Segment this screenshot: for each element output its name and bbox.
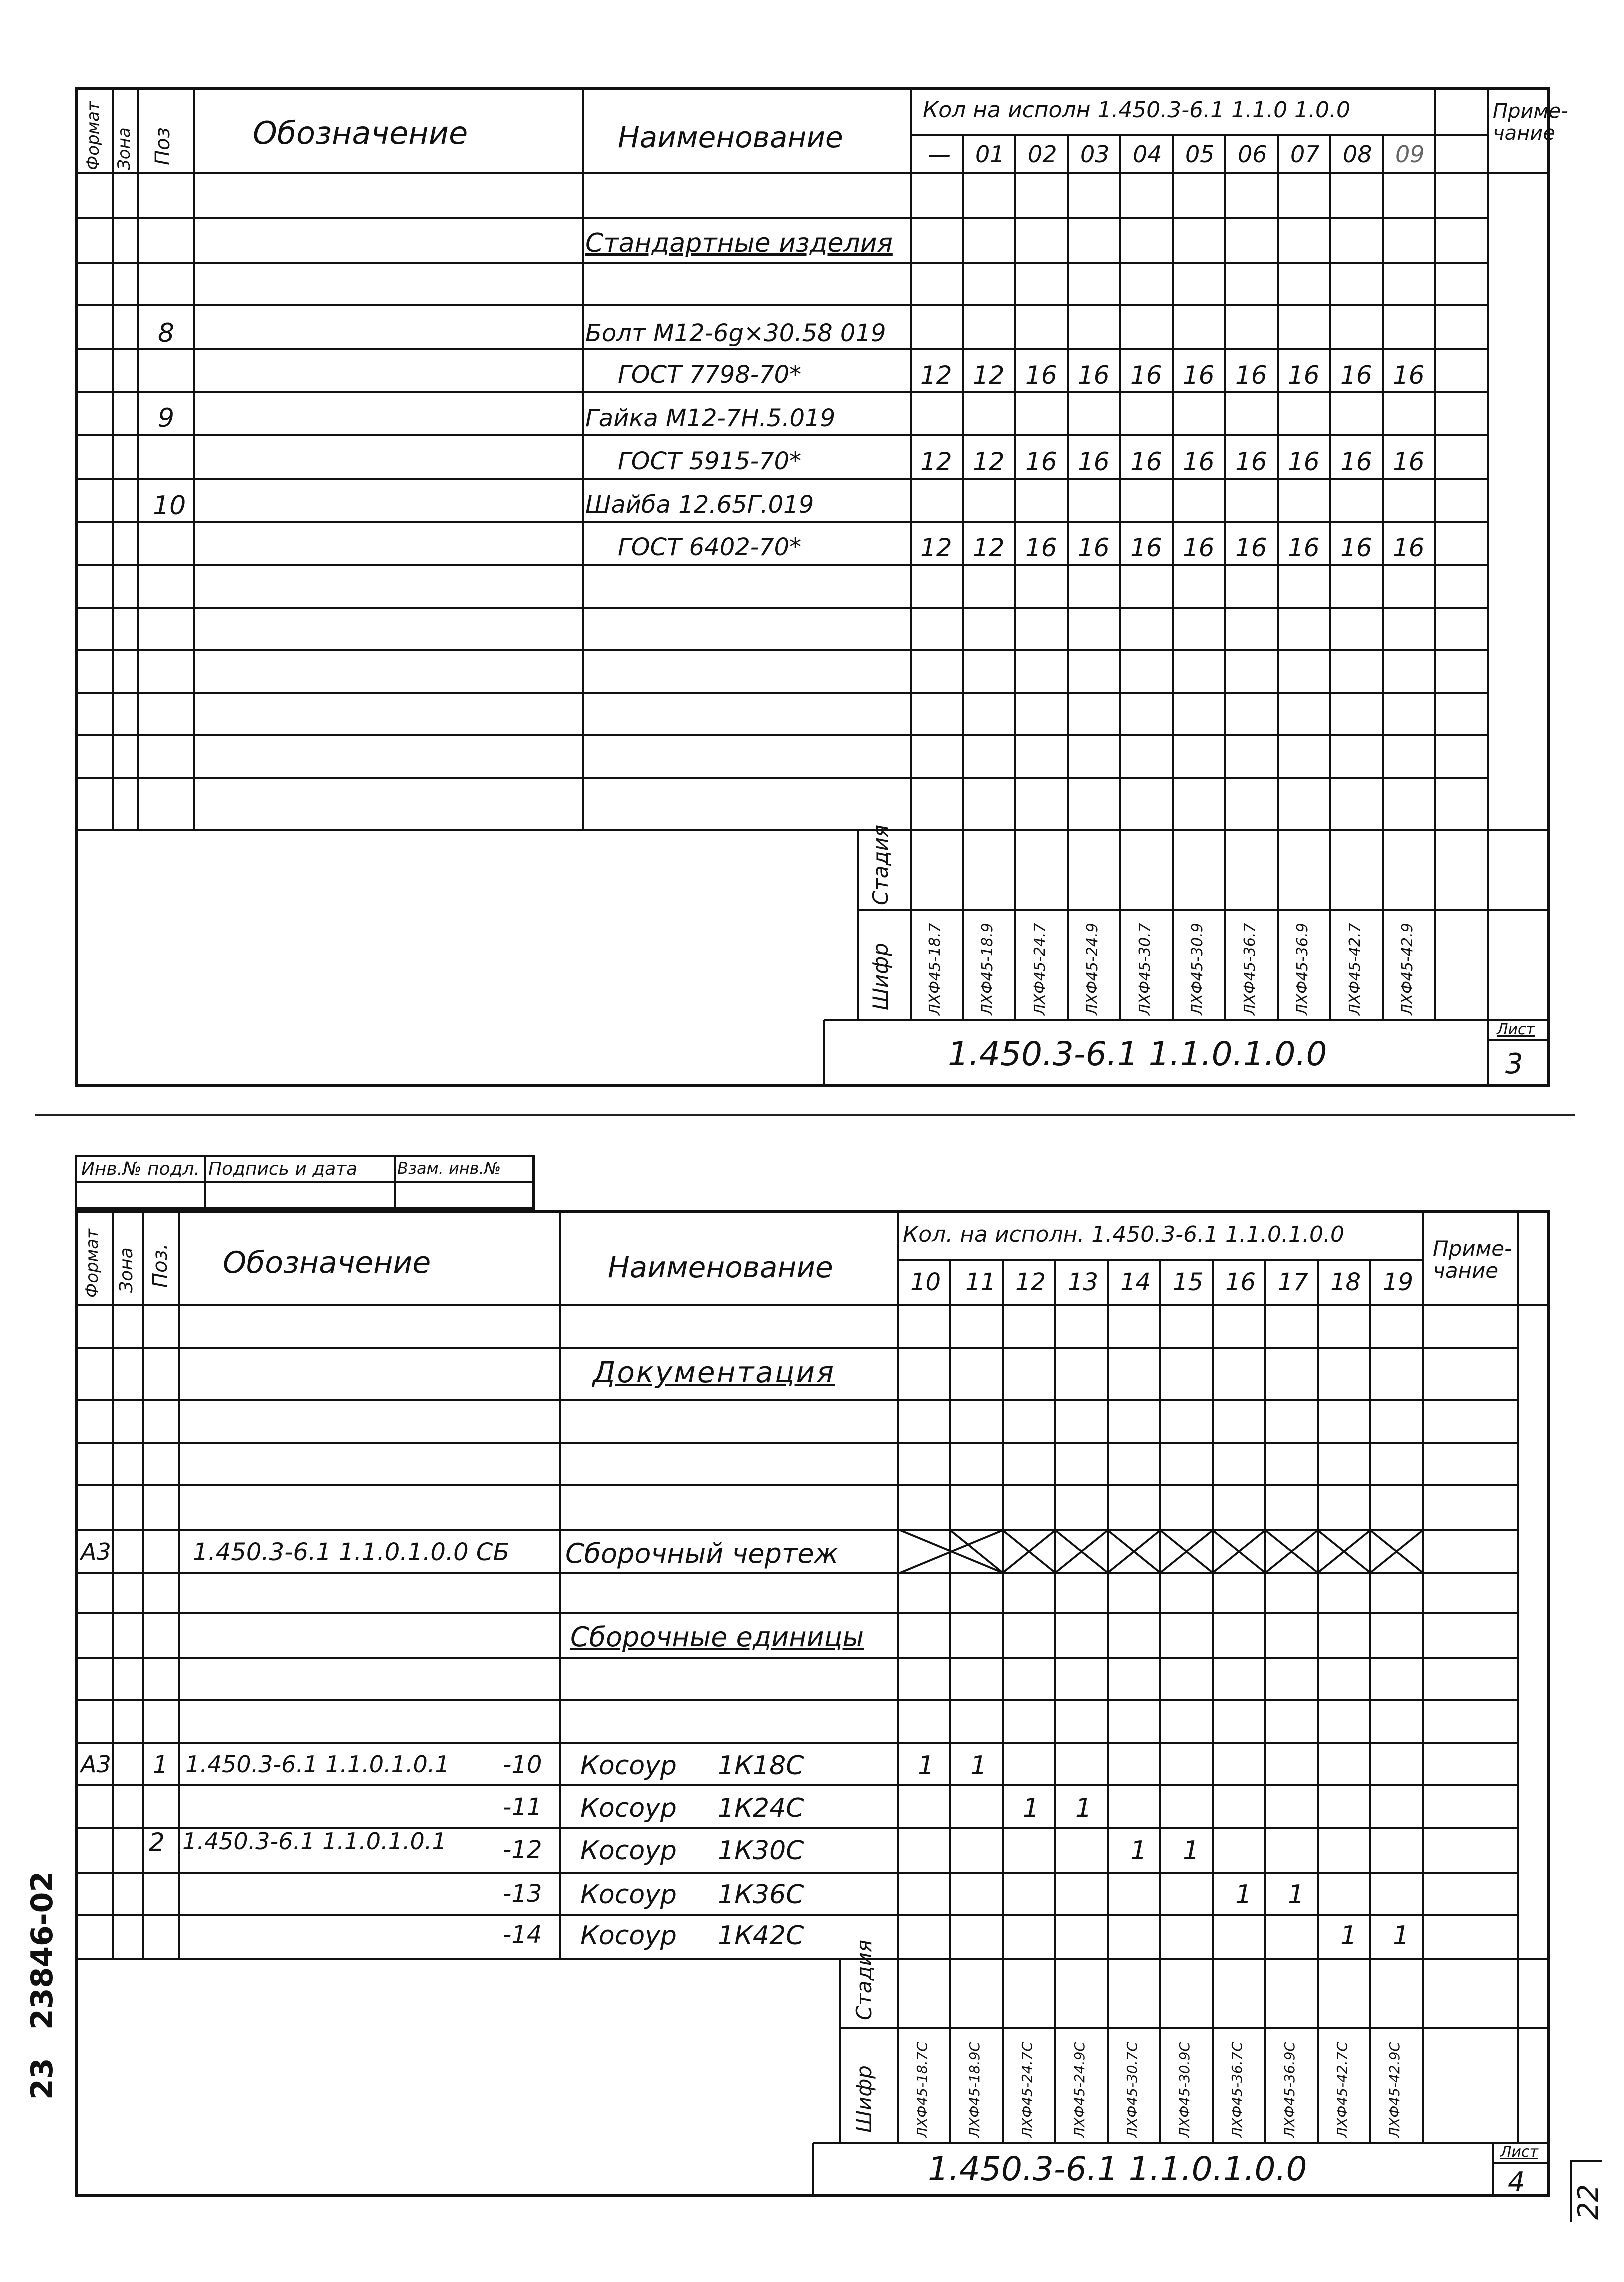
- qty-cell: 16: [1078, 534, 1110, 562]
- section-title-assembly-units: Сборочные единицы: [570, 1622, 864, 1653]
- qty-cell: 1: [918, 1751, 935, 1781]
- shifr-code: ЛХФ45-36.9С: [1282, 2042, 1298, 2138]
- row-name: ГОСТ 5915-70*: [618, 448, 802, 476]
- qty-cell: 12: [973, 534, 1005, 562]
- row-mark: 1К36С: [718, 1880, 804, 1910]
- variant-header-0: —: [928, 141, 951, 168]
- row-name: Гайка М12-7Н.5.019: [586, 404, 836, 432]
- stadia-label: Стадия: [852, 1940, 876, 2020]
- qty-cell: 16: [1026, 448, 1058, 476]
- list-label: Лист: [1497, 1021, 1536, 1038]
- replacement-inventory-label: Взам. инв.№: [398, 1159, 502, 1178]
- shifr-code: ЛХФ45-18.9: [979, 923, 996, 1016]
- document-code: 1.450.3-6.1 1.1.0.1.0.0: [928, 2150, 1308, 2188]
- variant-header-14: 14: [1120, 1268, 1152, 1296]
- row-pos: 2: [149, 1828, 165, 1857]
- qty-cell: 16: [1393, 448, 1425, 476]
- variant-header-3: 03: [1080, 141, 1110, 168]
- qty-cell: 16: [1183, 361, 1215, 390]
- col-qty-header: Кол. на исполн. 1.450.3-6.1 1.1.0.1.0.0: [903, 1222, 1344, 1248]
- qty-cell: 1: [1183, 1836, 1200, 1866]
- qty-cell: 16: [1236, 534, 1268, 562]
- variant-header-5: 05: [1186, 141, 1215, 168]
- section-title-documentation: Документация: [593, 1356, 836, 1390]
- qty-cell: 12: [920, 448, 952, 476]
- qty-cell: 1: [1023, 1794, 1040, 1824]
- shifr-label: Шифр: [852, 2066, 876, 2133]
- inventory-strip: [75, 1155, 535, 1210]
- section-title-standard: Стандартные изделия: [586, 228, 893, 258]
- col-pos-header: Поз: [152, 128, 174, 166]
- inventory-original-label: Инв.№ подл.: [82, 1159, 200, 1180]
- qty-cell: 12: [973, 361, 1005, 390]
- qty-cell: 12: [920, 534, 952, 562]
- variant-header-6: 06: [1238, 141, 1268, 168]
- qty-cell: 16: [1026, 361, 1058, 390]
- qty-cell: 16: [1078, 361, 1110, 390]
- row-name: Косоур: [580, 1794, 677, 1824]
- variant-header-2: 02: [1028, 141, 1058, 168]
- row-name: Косоур: [580, 1751, 677, 1781]
- row-suffix: -10: [503, 1751, 542, 1779]
- shifr-code: ЛХФ45-36.7С: [1229, 2042, 1246, 2138]
- signature-date-label: Подпись и дата: [208, 1159, 358, 1180]
- variant-header-16: 16: [1226, 1268, 1256, 1296]
- col-pos-header: Поз.: [149, 1244, 172, 1288]
- col-designation-header: Обозначение: [223, 1246, 432, 1280]
- shifr-code: ЛХФ45-18.7: [926, 923, 944, 1016]
- shifr-code: ЛХФ45-24.7: [1032, 923, 1049, 1016]
- qty-cell: 1: [1076, 1794, 1092, 1824]
- shifr-code: ЛХФ45-24.9С: [1072, 2042, 1088, 2138]
- qty-cell: 16: [1183, 534, 1215, 562]
- shifr-code: ЛХФ45-30.9: [1189, 923, 1206, 1016]
- qty-cell: 1: [1236, 1880, 1252, 1910]
- col-designation-header: Обозначение: [253, 115, 468, 152]
- col-name-header: Наименование: [618, 120, 844, 154]
- list-number: 4: [1508, 2166, 1526, 2198]
- variant-header-18: 18: [1330, 1268, 1362, 1296]
- row-pos: 8: [158, 318, 175, 348]
- qty-cell: 16: [1130, 448, 1162, 476]
- shifr-code: ЛХФ45-18.9С: [966, 2042, 983, 2138]
- row-mark: 1К24С: [718, 1794, 804, 1824]
- doc-designation: 1.450.3-6.1 1.1.0.1.0.0 СБ: [193, 1538, 510, 1566]
- shifr-code: ЛХФ45-24.9: [1084, 923, 1102, 1016]
- row-name: Болт М12-6g×30.58 019: [586, 320, 886, 348]
- page-mark: 23: [25, 2058, 60, 2100]
- row-name: Косоур: [580, 1921, 677, 1951]
- shifr-code: ЛХФ45-30.7С: [1124, 2042, 1140, 2138]
- document-code: 1.450.3-6.1 1.1.0.1.0.0: [948, 1035, 1328, 1074]
- qty-cell: 16: [1130, 534, 1162, 562]
- shifr-code: ЛХФ45-18.7С: [914, 2042, 930, 2138]
- qty-cell: 1: [1130, 1836, 1148, 1866]
- row-mark: 1К30С: [718, 1836, 804, 1866]
- qty-cell: 16: [1026, 534, 1058, 562]
- variant-header-10: 10: [910, 1268, 942, 1296]
- col-zone-header: Зона: [116, 1248, 137, 1293]
- stadia-label: Стадия: [868, 824, 893, 906]
- qty-cell: 16: [1393, 361, 1425, 390]
- inventory-number-stamp: 23846-02: [25, 1871, 60, 2030]
- row-name: ГОСТ 6402-70*: [618, 534, 802, 562]
- row-pos: 1: [153, 1751, 168, 1779]
- row-format: А3: [81, 1751, 112, 1778]
- qty-cell: 1: [1288, 1880, 1305, 1910]
- qty-cell: 16: [1340, 534, 1372, 562]
- corner-page-number: 22: [1572, 2184, 1605, 2220]
- shifr-code: ЛХФ45-30.9С: [1176, 2042, 1193, 2138]
- qty-cell: 16: [1288, 448, 1320, 476]
- variant-header-19: 19: [1383, 1268, 1414, 1296]
- row-designation: 1.450.3-6.1 1.1.0.1.0.1: [182, 1828, 447, 1855]
- qty-cell: 12: [920, 361, 952, 390]
- qty-cell: 16: [1288, 361, 1320, 390]
- shifr-code: ЛХФ45-42.7С: [1334, 2042, 1350, 2138]
- variant-header-7: 07: [1290, 141, 1320, 168]
- doc-name: Сборочный чертеж: [566, 1538, 839, 1570]
- qty-cell: 16: [1130, 361, 1162, 390]
- shifr-code: ЛХФ45-36.9: [1294, 923, 1312, 1016]
- row-suffix: -14: [503, 1921, 542, 1949]
- variant-header-17: 17: [1278, 1268, 1309, 1296]
- list-number: 3: [1506, 1048, 1524, 1080]
- shifr-code: ЛХФ45-42.9С: [1386, 2042, 1403, 2138]
- col-format-header: Формат: [84, 102, 104, 170]
- col-note-header: Приме- чание: [1493, 100, 1568, 145]
- shifr-code: ЛХФ45-42.7: [1346, 923, 1364, 1016]
- row-mark: 1К42С: [718, 1921, 804, 1951]
- qty-cell: 12: [973, 448, 1005, 476]
- qty-cell: 16: [1078, 448, 1110, 476]
- qty-cell: 16: [1183, 448, 1215, 476]
- row-pos: 9: [158, 404, 175, 434]
- shifr-code: ЛХФ45-30.7: [1136, 923, 1154, 1016]
- row-name: Косоур: [580, 1880, 677, 1910]
- qty-cell: 16: [1288, 534, 1320, 562]
- variant-header-12: 12: [1016, 1268, 1046, 1296]
- col-qty-header: Кол на исполн 1.450.3-6.1 1.1.0 1.0.0: [923, 98, 1351, 123]
- qty-cell: 16: [1236, 448, 1268, 476]
- qty-cell: 16: [1340, 361, 1372, 390]
- variant-header-15: 15: [1173, 1268, 1204, 1296]
- variant-header-13: 13: [1068, 1268, 1099, 1296]
- shifr-label: Шифр: [868, 943, 893, 1010]
- qty-cell: 16: [1340, 448, 1372, 476]
- qty-cell: 16: [1236, 361, 1268, 390]
- doc-format: А3: [81, 1538, 112, 1566]
- sheet-3-table: [75, 88, 1568, 1088]
- row-designation: 1.450.3-6.1 1.1.0.1.0.1: [186, 1751, 450, 1778]
- col-format-header: Формат: [82, 1229, 102, 1298]
- row-name: ГОСТ 7798-70*: [618, 361, 802, 389]
- row-name: Шайба 12.65Г.019: [586, 491, 814, 519]
- variant-header-1: 01: [976, 141, 1005, 168]
- col-zone-header: Зона: [114, 128, 134, 170]
- qty-cell: 16: [1393, 534, 1425, 562]
- row-suffix: -12: [503, 1836, 542, 1864]
- shifr-code: ЛХФ45-36.7: [1242, 923, 1259, 1016]
- row-mark: 1К18С: [718, 1751, 804, 1781]
- row-pos: 10: [153, 491, 186, 521]
- qty-cell: 1: [1393, 1921, 1410, 1951]
- row-name: Косоур: [580, 1836, 677, 1866]
- sheet-4-table: [75, 1210, 1550, 2198]
- row-suffix: -11: [503, 1794, 542, 1822]
- variant-header-11: 11: [966, 1268, 996, 1296]
- variant-header-4: 04: [1133, 141, 1162, 168]
- col-name-header: Наименование: [608, 1250, 834, 1284]
- list-label: Лист: [1500, 2144, 1539, 2161]
- qty-cell: 1: [970, 1751, 988, 1781]
- row-suffix: -13: [503, 1880, 542, 1908]
- shifr-code: ЛХФ45-42.9: [1399, 923, 1416, 1016]
- variant-header-9: 09: [1396, 141, 1425, 168]
- variant-header-8: 08: [1343, 141, 1372, 168]
- qty-cell: 1: [1340, 1921, 1358, 1951]
- shifr-code: ЛХФ45-24.7С: [1019, 2042, 1036, 2138]
- sheet-divider: [35, 1114, 1575, 1116]
- col-note-header: Приме- чание: [1433, 1236, 1512, 1284]
